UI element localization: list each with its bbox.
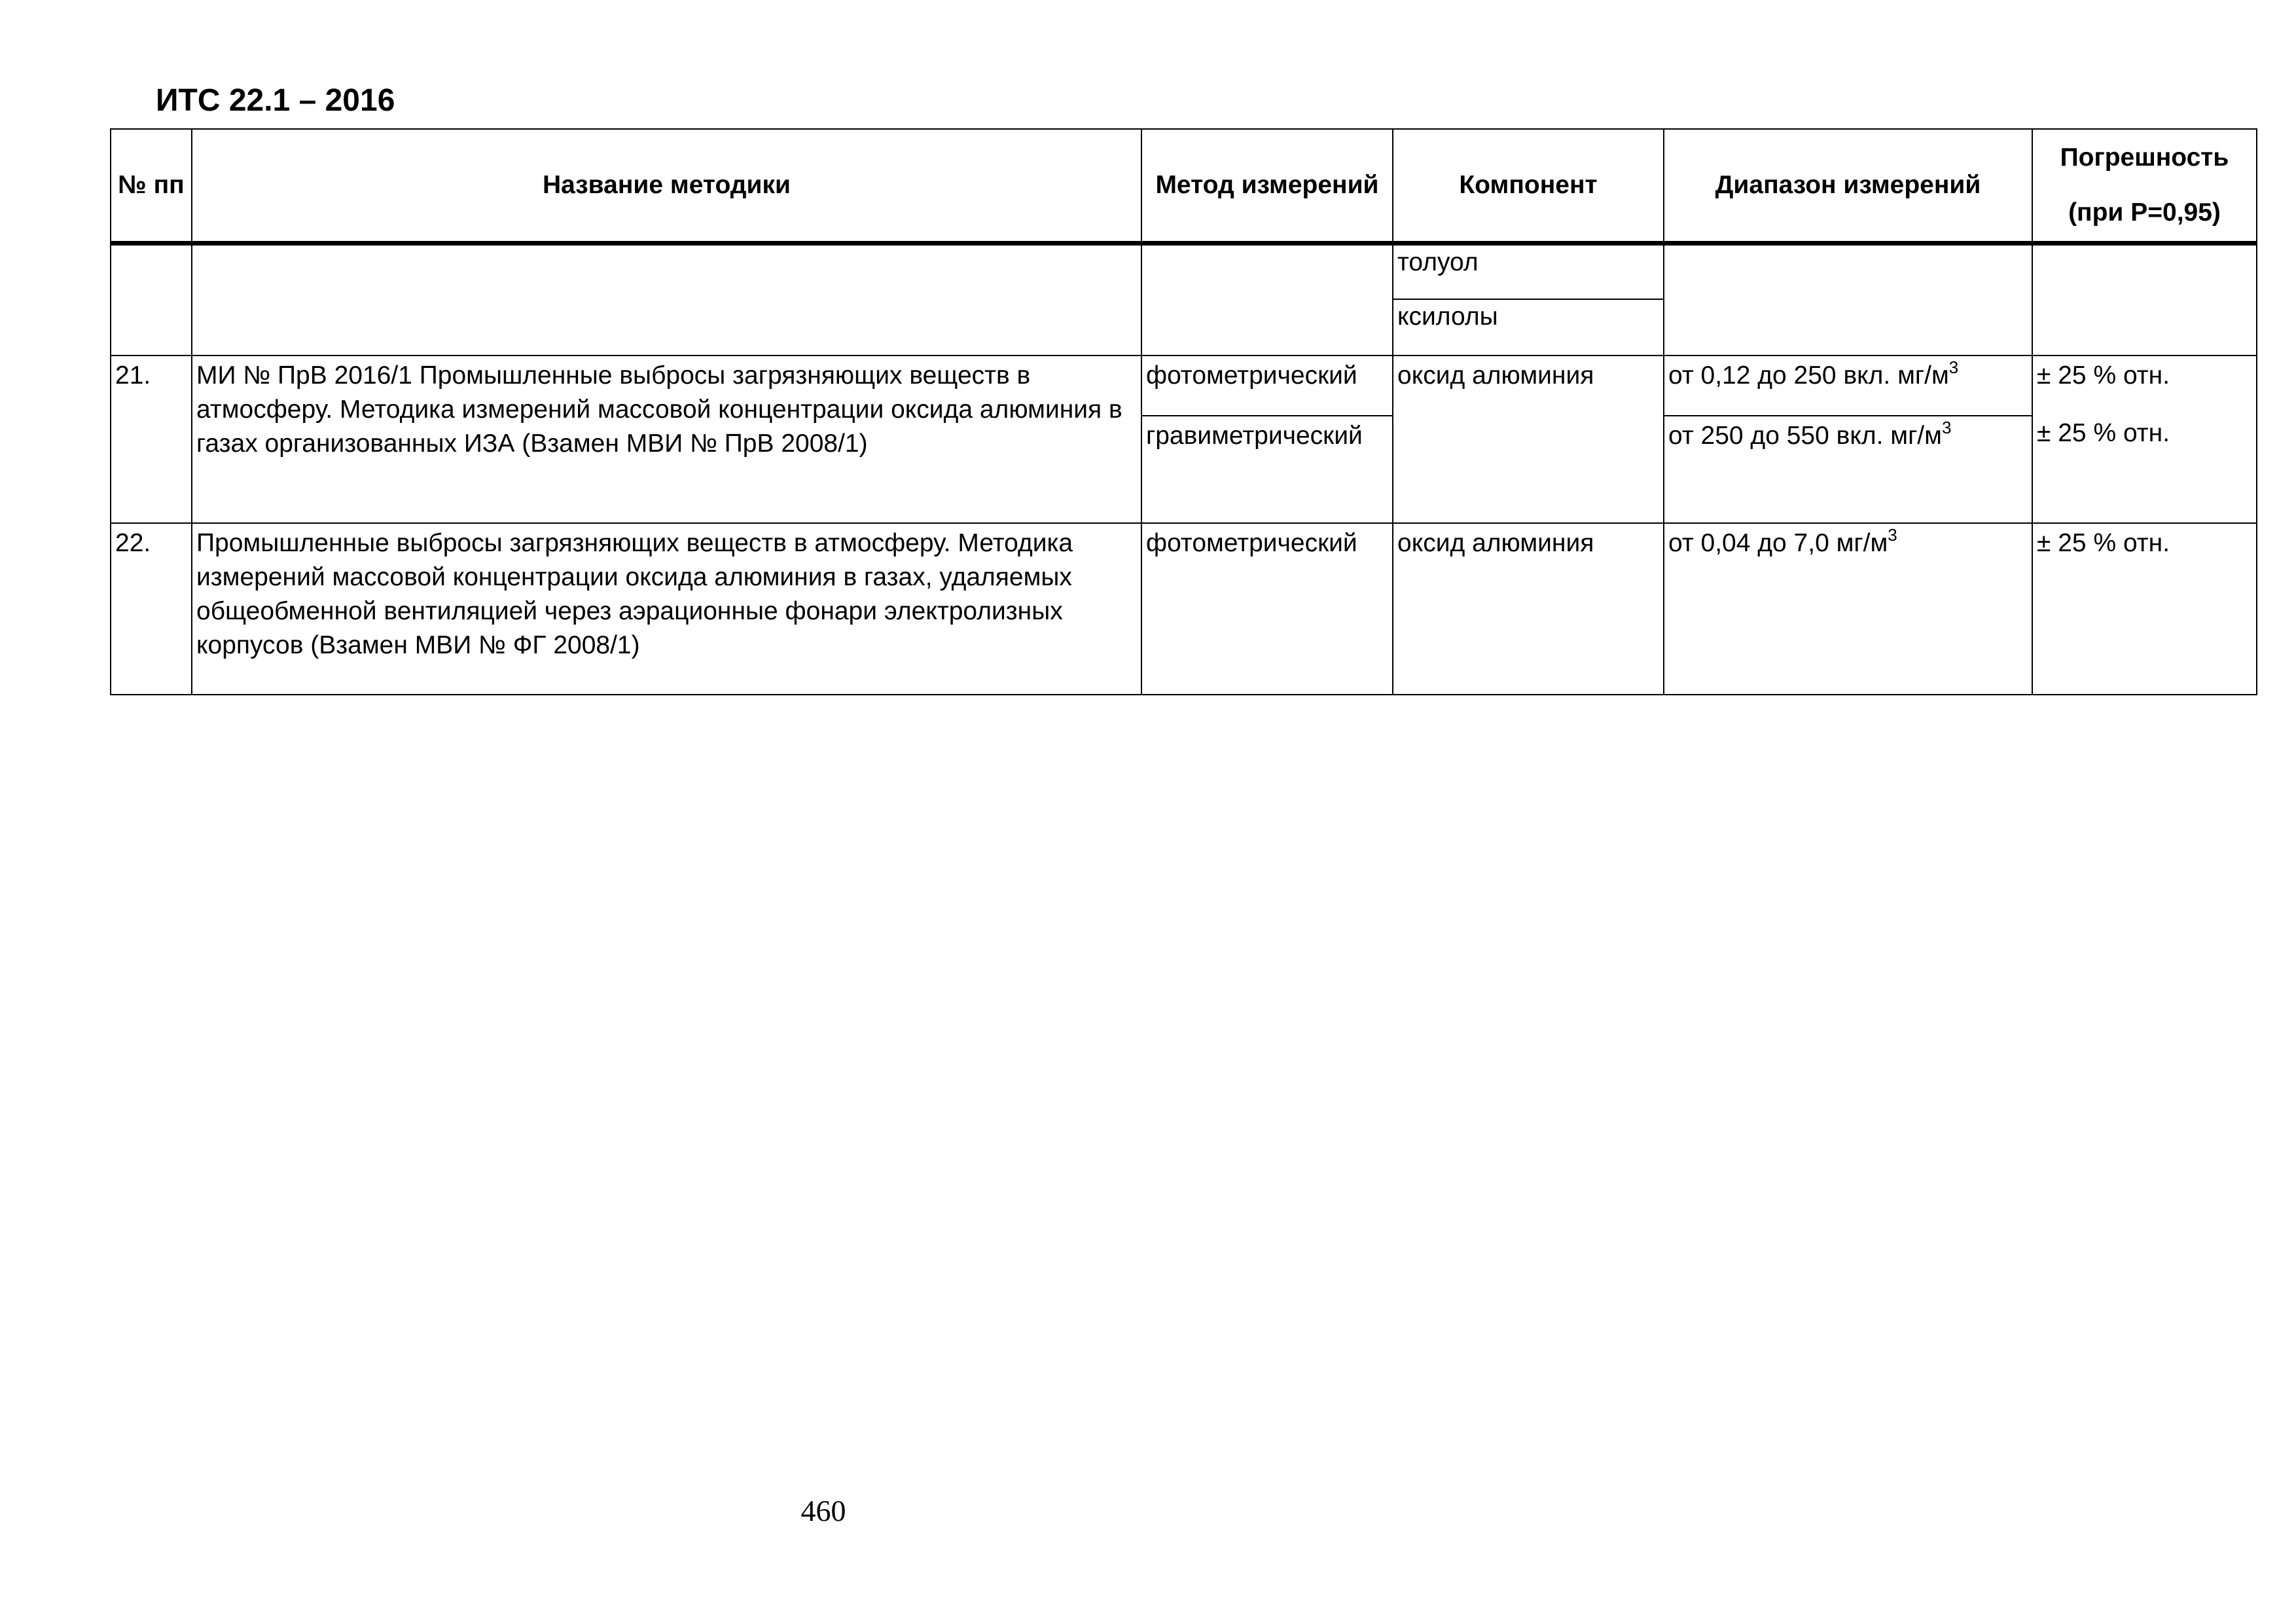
- range-21-b-unit-sup: 3: [1941, 418, 1952, 437]
- cell-component-toluene: толуол: [1393, 243, 1664, 299]
- table-row-21: [111, 356, 2257, 416]
- column-header-range: Диапазон измерений: [1664, 129, 2032, 243]
- table-row-22: [111, 523, 2257, 695]
- cell-method-21-photometric: фотометрический: [1141, 356, 1393, 416]
- range-21-b-text: от 250 до 550 вкл. мг/м: [1668, 422, 1942, 450]
- column-header-error-title: Погрешность: [2060, 143, 2229, 172]
- cell-name-continuation: [192, 243, 1141, 356]
- column-header-name: Название методики: [192, 129, 1141, 243]
- column-header-method: Метод измерений: [1141, 129, 1393, 243]
- cell-range-continuation: [1664, 243, 2032, 356]
- cell-range-21-b: [1664, 416, 2032, 523]
- cell-component-21: оксид алюминия: [1393, 356, 1664, 523]
- table-header-row: [111, 129, 2257, 243]
- column-header-number: № пп: [111, 129, 192, 243]
- page-number: 460: [800, 1494, 846, 1527]
- range-22-unit-sup: 3: [1888, 525, 1897, 545]
- document-header: ИТС 22.1 – 2016: [156, 83, 395, 118]
- error-21-a: ± 25 % отн.: [2037, 361, 2170, 390]
- column-header-error-confidence: (при P=0,95): [2068, 198, 2221, 227]
- table-row-continuation: [111, 243, 2257, 299]
- cell-method-22: фотометрический: [1141, 523, 1393, 695]
- range-22-text: от 0,04 до 7,0 мг/м: [1668, 529, 1888, 557]
- cell-range-21-a: [1664, 356, 2032, 416]
- cell-number-21: 21.: [111, 356, 192, 523]
- range-21-a-unit-sup: 3: [1948, 357, 1959, 377]
- cell-error-22: ± 25 % отн.: [2032, 523, 2257, 695]
- cell-error-continuation: [2032, 243, 2257, 356]
- error-21-b: ± 25 % отн.: [2037, 419, 2170, 447]
- cell-method-21-gravimetric: гравиметрический: [1141, 416, 1393, 523]
- cell-component-22: оксид алюминия: [1393, 523, 1664, 695]
- methods-table: [110, 128, 2257, 695]
- cell-component-xylenes: ксилолы: [1393, 299, 1664, 356]
- cell-name-21: МИ № ПрВ 2016/1 Промышленные выбросы загрязняющих веществ в атмосферу. Методика измерений массовой концентрации оксида алюминия в газах организованных ИЗА (Взамен МВИ № ПрВ 2008/1): [192, 356, 1141, 523]
- column-header-component: Компонент: [1393, 129, 1664, 243]
- column-header-error: [2032, 129, 2257, 243]
- cell-range-22: [1664, 523, 2032, 695]
- cell-method-continuation: [1141, 243, 1393, 356]
- cell-number-22: 22.: [111, 523, 192, 695]
- range-21-a-text: от 0,12 до 250 вкл. мг/м: [1668, 361, 1949, 390]
- cell-number-continuation: [111, 243, 192, 356]
- cell-name-22: Промышленные выбросы загрязняющих веществ в атмосферу. Методика измерений массовой концентрации оксида алюминия в газах, удаляемых общеобменной вентиляцией через аэрационные фонари электролизных корпусов (Взамен МВИ № ФГ 2008/1): [192, 523, 1141, 695]
- cell-error-21: [2032, 356, 2257, 523]
